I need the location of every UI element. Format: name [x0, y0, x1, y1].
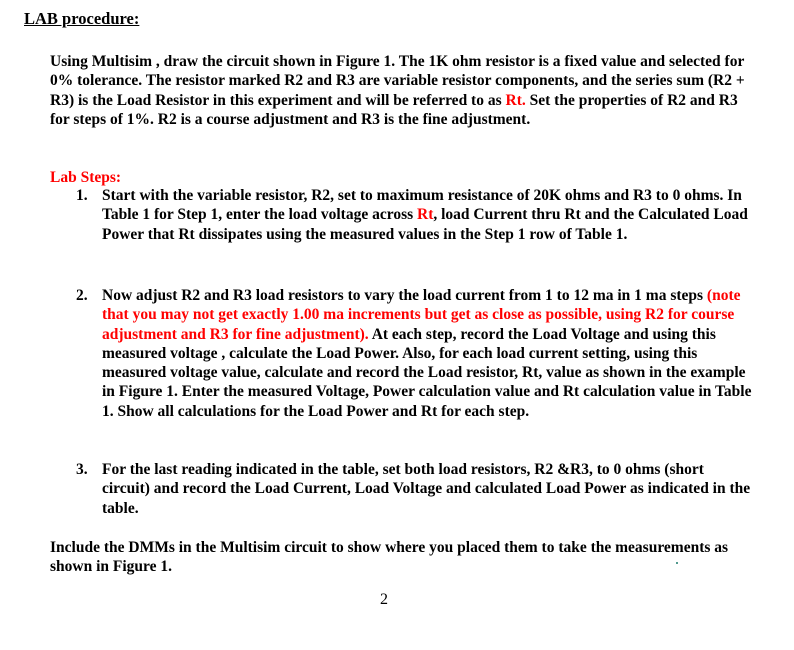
list-item: [76, 460, 752, 518]
step-text-a: Now adjust R2 and R3 load resistors to vary the load current from 1 to 12 ma in 1 ma steps: [102, 287, 707, 304]
intro-text-after: Set the properties of R2 and R3 for steps of 1%. R2 is a course adjustment and R3 is the fine adjustment.: [50, 91, 738, 128]
intro-text: Using Multisim , draw the circuit shown in Figure 1. The 1K ohm resistor is a fixed value and selected for 0% tolerance. The resistor marked R2 and R3 are variable resistor components, and the series sum (R2 + R3) is the Load Resistor in this experiment and will be referred to as: [50, 53, 745, 109]
step-text: For the last reading indicated in the table, set both load resistors, R2 &R3, to 0 ohms (short circuit) and record the Load Current, Load Voltage and calculated Load Power as indicated in the table.: [102, 461, 751, 517]
step-text-b: At each step, record the Load Voltage and using this measured voltage , calculate the Load Power. Also, for each load current setting, using this measured voltage value, calculate and record the Load resistor, Rt, value as shown in the example in Figure 1. Enter the measured Voltage, Power calculation value and Rt calculation value in Table 1. Show all calculations for the Load Power and Rt for each step.: [102, 325, 752, 420]
list-item: [76, 186, 752, 244]
lab-steps-title: Lab Steps:: [50, 169, 122, 186]
step-number: 3.: [76, 461, 88, 478]
step-number: 2.: [76, 287, 88, 304]
rt-highlight: Rt: [417, 206, 434, 224]
closing-paragraph: Include the DMMs in the Multisim circuit to show where you placed them to take the measurements as shown in Figure 1.: [50, 539, 729, 576]
step-text-a: Start with the variable resistor, R2, set to maximum resistance of 20K ohms and R3 to 0 ohms. In Table 1 for Step 1, enter the load voltage across: [102, 187, 742, 224]
intro-paragraph: [50, 52, 750, 129]
page-number: 2: [380, 591, 388, 608]
section-heading: LAB procedure:: [24, 9, 140, 28]
stray-mark: [676, 562, 678, 564]
rt-highlight: Rt.: [505, 91, 526, 109]
step-text-b: , load Current thru Rt and the Calculated Load Power that Rt dissipates using the measured values in the Step 1 row of Table 1.: [102, 206, 748, 243]
step-text: [102, 286, 752, 421]
list-item: [76, 286, 752, 421]
step-number: 1.: [76, 187, 88, 204]
step-red-note: (note that you may not get exactly 1.00 ma increments but get as close as possible, using R2 for course adjustment and R3 for fine adjustment).: [102, 287, 741, 343]
step-text: [102, 186, 752, 244]
